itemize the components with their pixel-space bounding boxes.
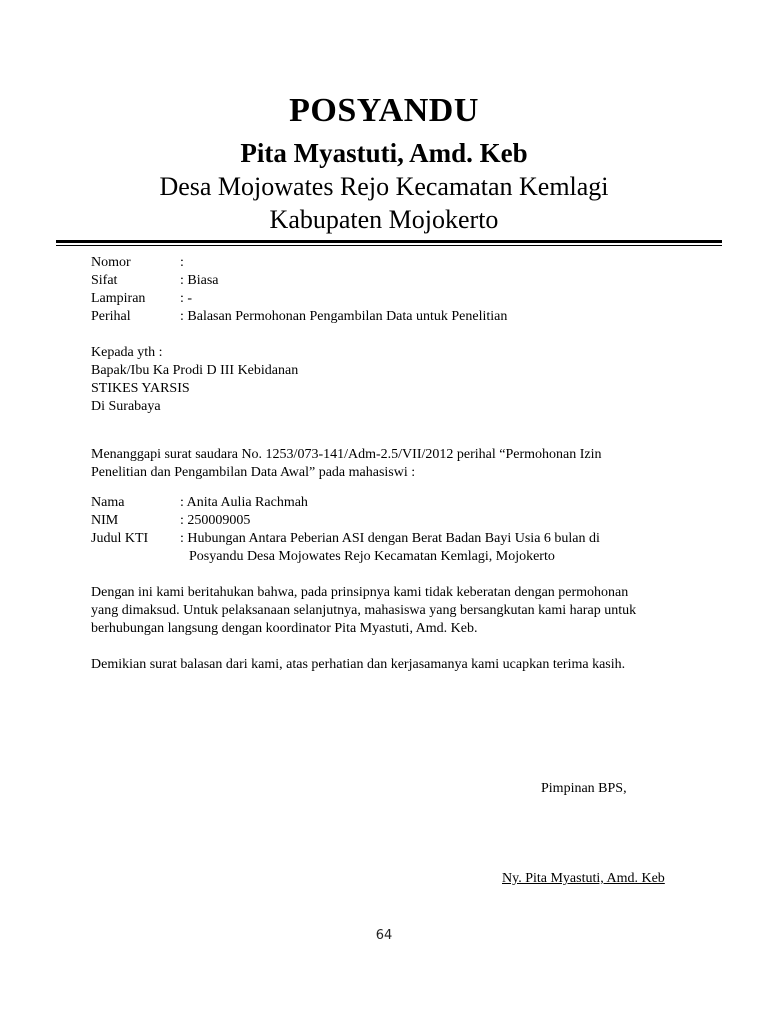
sifat-label: Sifat: [91, 273, 118, 288]
letterhead-rule-thin: [56, 245, 722, 246]
letterhead-title: POSYANDU: [289, 92, 479, 129]
nomor-label: Nomor: [91, 255, 131, 270]
letterhead-address-line2: Kabupaten Mojokerto: [269, 205, 499, 234]
recipient-city: Di Surabaya: [91, 399, 161, 414]
intro-line2: Penelitian dan Pengambilan Data Awal” pada mahasiswi :: [91, 465, 416, 480]
letterhead-address-line1: Desa Mojowates Rejo Kecamatan Kemlagi: [159, 172, 609, 201]
signature-position: Pimpinan BPS,: [541, 781, 627, 796]
body-p1-line3: berhubungan langsung dengan koordinator Pita Myastuti, Amd. Keb.: [91, 621, 478, 636]
judul-value-line1: : Hubungan Antara Peberian ASI dengan Berat Badan Bayi Usia 6 bulan di: [180, 531, 600, 546]
lampiran-value: : -: [180, 291, 193, 306]
signature-name: Ny. Pita Myastuti, Amd. Keb: [502, 871, 665, 886]
lampiran-label: Lampiran: [91, 291, 146, 306]
sifat-value: : Biasa: [180, 273, 219, 288]
nim-value: : 250009005: [180, 513, 251, 528]
nim-label: NIM: [91, 513, 119, 528]
recipient-institution: STIKES YARSIS: [91, 381, 190, 396]
page-number: 64: [375, 928, 393, 943]
body-p1-line2: yang dimaksud. Untuk pelaksanaan selanjutnya, mahasiswa yang bersangkutan kami harap untuk: [91, 603, 637, 618]
letterhead-name: Pita Myastuti, Amd. Keb: [240, 138, 528, 168]
judul-label: Judul KTI: [91, 531, 149, 546]
perihal-label: Perihal: [91, 309, 131, 324]
perihal-value: : Balasan Permohonan Pengambilan Data untuk Penelitian: [180, 309, 508, 324]
body-p1-line1: Dengan ini kami beritahukan bahwa, pada prinsipnya kami tidak keberatan dengan permohonan: [91, 585, 629, 600]
body-p2-line1: Demikian surat balasan dari kami, atas perhatian dan kerjasamanya kami ucapkan terima kasih.: [91, 657, 626, 672]
letterhead-rule-thick: [56, 240, 722, 243]
recipient-title: Bapak/Ibu Ka Prodi D III Kebidanan: [91, 363, 299, 378]
nama-value: : Anita Aulia Rachmah: [180, 495, 308, 510]
nama-label: Nama: [91, 495, 125, 510]
judul-value-line2: Posyandu Desa Mojowates Rejo Kecamatan Kemlagi, Mojokerto: [189, 549, 555, 564]
recipient-greeting: Kepada yth :: [91, 345, 163, 360]
intro-line1: Menanggapi surat saudara No. 1253/073-141/Adm-2.5/VII/2012 perihal “Permohonan Izin: [91, 447, 602, 462]
nomor-value: :: [180, 255, 184, 270]
